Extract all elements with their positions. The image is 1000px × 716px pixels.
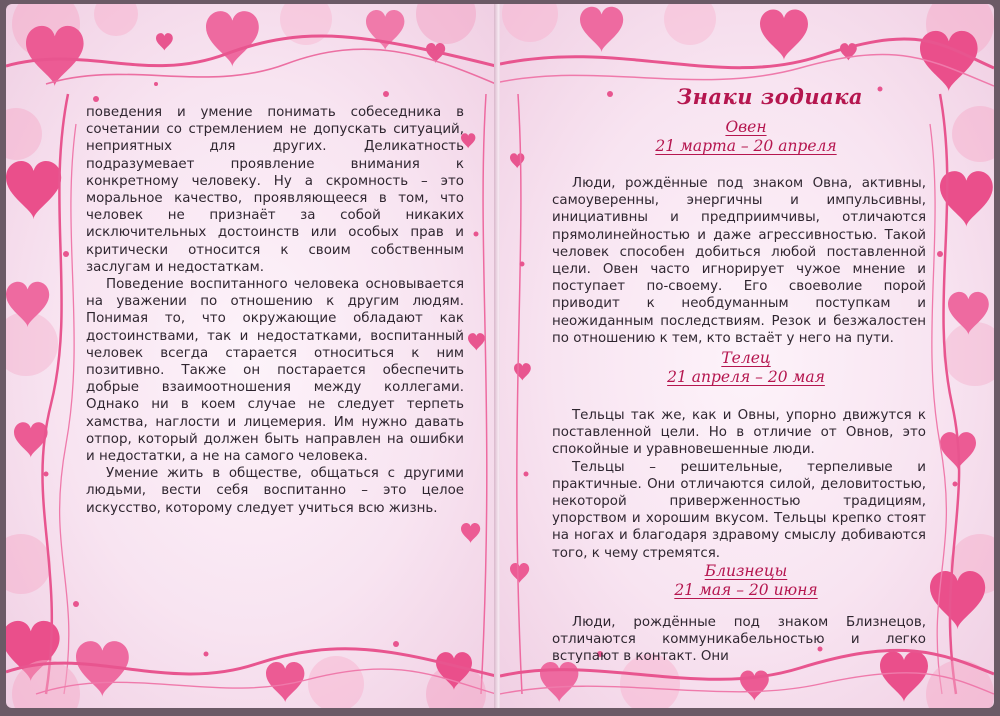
sign-dates: 21 апреля – 20 мая (667, 368, 825, 386)
paragraph: Тельцы так же, как и Овны, упорно движутся к поставленной цели. Но в отличие от Овнов, это спокойные и уравновешенные люди. (552, 408, 926, 458)
sign-heading-aries (596, 118, 896, 156)
paragraph: Поведение воспитанного человека основывается на уважении по отношению к другим людям. Понимая то, что окружающие обладают как достоинствами, так и недостатками, воспитанный человек всегда старается относиться к ним позитивно. Также он постарается обеспечить добрые взаимоотношения между коллегами. Однако ни в коем случае не следует терпеть хамства, наглости и лицемерия. Им нужно давать отпор, который должен быть направлен на ошибки и недостатки, а не на самого человека. (86, 277, 464, 465)
paragraph: Тельцы – решительные, терпеливые и практичные. Они отличаются силой, деловитостью, некоторой приверженностью традициям, упорством и хорошим вкусом. Тельцы крепко стоят на ногах и благодаря здравому смыслу добиваются того, к чему стремятся. (552, 459, 926, 561)
paragraph: Люди, рождённые под знаком Близнецов, отличаются коммуникабельностью и легко вступают в контакт. Они (552, 615, 926, 665)
book-edge (0, 708, 1000, 716)
sign-name: Близнецы (704, 562, 788, 580)
paragraph: поведения и умение понимать собеседника в сочетании со стремлением не допускать ситуаций, неприятных для других. Деликатность подразумевает проявление внимания к конкретному человеку. Ну а скромность – это моральное качество, проявляющееся в том, что человек не признаёт за собой никаких исключительных достоинств или особых прав и критически относится к своим собственным заслугам и недостаткам. (86, 105, 464, 275)
sign-dates: 21 мая – 20 июня (674, 581, 818, 599)
sign-heading-gemini (596, 562, 896, 600)
left-body-text (86, 104, 464, 517)
paragraph: Умение жить в обществе, общаться с другими людьми, вести себя воспитанно – это целое искусство, которому следует учиться всю жизнь. (86, 466, 464, 516)
sign-heading-taurus (596, 349, 896, 387)
sign-name: Телец (721, 349, 771, 367)
sign-name: Овен (725, 118, 767, 136)
sign-text-aries (552, 175, 926, 347)
page-title: Знаки зодиака (676, 84, 864, 109)
paragraph: Люди, рождённые под знаком Овна, активны, самоуверенны, энергичны и импульсивны, инициативны и предприимчивы, отличаются прямолинейностью и даже агрессивностью. Такой человек способен добиться любой поставленной цели. Овен часто игнорирует чужое мнение и поступает по-своему. Его своеволие порой приводит к необдуманным поступкам и неожиданным последствиям. Резок и безжалостен по отношению к тем, кто встаёт у него на пути. (552, 176, 926, 346)
right-page (500, 4, 994, 708)
sign-dates: 21 марта – 20 апреля (655, 137, 837, 155)
sign-text-taurus (552, 407, 926, 562)
sign-text-gemini (552, 614, 926, 666)
left-page (6, 4, 496, 708)
